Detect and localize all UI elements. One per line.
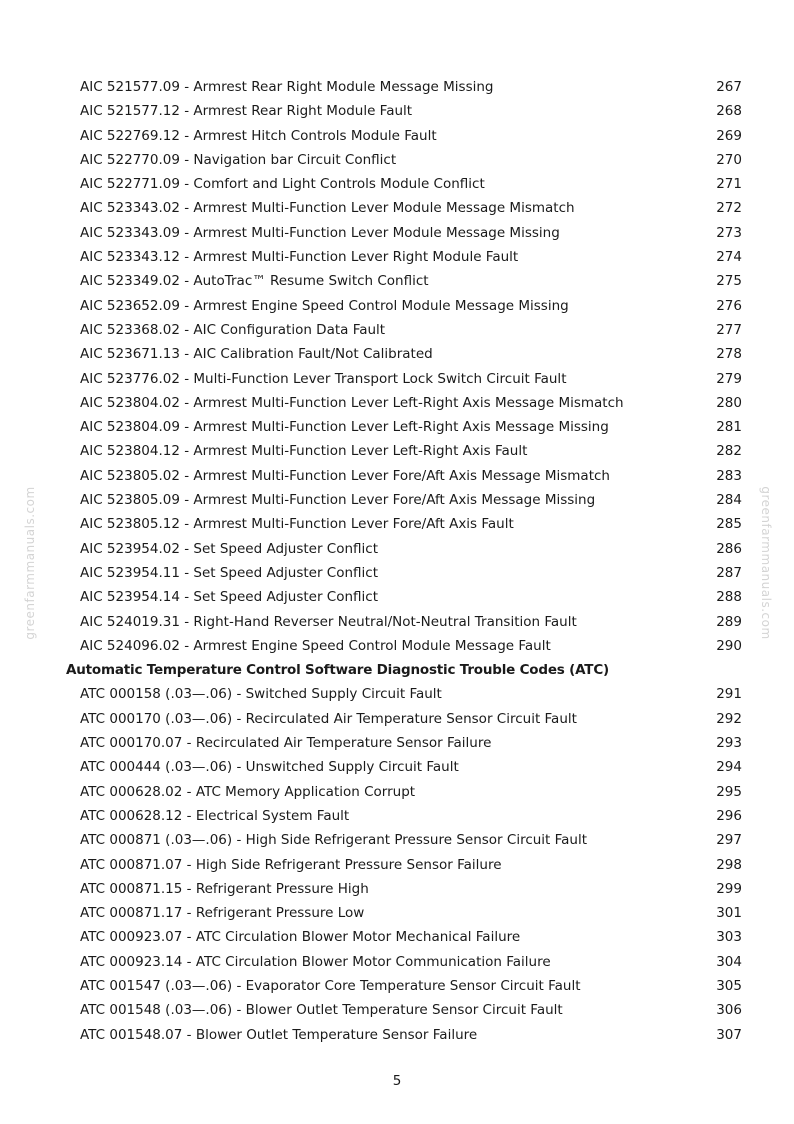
- toc-entry[interactable]: [66, 634, 746, 658]
- toc-entry-title: AIC 523343.02 - Armrest Multi-Function Lever Module Message Mismatch: [80, 200, 575, 217]
- toc-entry-page-number: 293: [716, 735, 742, 752]
- toc-entry[interactable]: [66, 439, 746, 463]
- toc-entry-page-number: 277: [716, 321, 742, 338]
- toc-entry-page-number: 296: [716, 807, 742, 824]
- toc-entry-page-number: 304: [716, 953, 742, 970]
- toc-entry-title: AIC 523805.12 - Armrest Multi-Function Lever Fore/Aft Axis Fault: [80, 516, 514, 533]
- toc-entry-page-number: 272: [716, 200, 742, 217]
- toc-entry-page-number: 288: [716, 589, 742, 606]
- toc-entry-title: AIC 524019.31 - Right-Hand Reverser Neutral/Not-Neutral Transition Fault: [80, 613, 577, 630]
- toc-entry-page-number: 273: [716, 224, 742, 241]
- toc-entry[interactable]: [66, 196, 746, 220]
- toc-entry[interactable]: [66, 512, 746, 536]
- toc-entry-title: ATC 000871.07 - High Side Refrigerant Pressure Sensor Failure: [80, 856, 502, 873]
- toc-entry-title: ATC 000628.02 - ATC Memory Application Corrupt: [80, 783, 416, 800]
- toc-entry-title: ATC 001547 (.03—.06) - Evaporator Core Temperature Sensor Circuit Fault: [80, 977, 581, 994]
- toc-entry-title: AIC 523804.02 - Armrest Multi-Function Lever Left-Right Axis Message Mismatch: [80, 394, 624, 411]
- toc-entry[interactable]: [66, 245, 746, 269]
- toc-entry[interactable]: [66, 318, 746, 342]
- toc-entry-title: AIC 523804.09 - Armrest Multi-Function Lever Left-Right Axis Message Missing: [80, 419, 609, 436]
- toc-entry-page-number: 281: [716, 419, 742, 436]
- toc-entry-title: ATC 000923.07 - ATC Circulation Blower Motor Mechanical Failure: [80, 929, 521, 946]
- toc-entry-page-number: 267: [716, 79, 742, 95]
- toc-entry-title: AIC 523805.02 - Armrest Multi-Function Lever Fore/Aft Axis Message Mismatch: [80, 467, 610, 484]
- toc-entry-title: ATC 001548.07 - Blower Outlet Temperature Sensor Failure: [80, 1026, 478, 1043]
- toc-entry-title: AIC 524096.02 - Armrest Engine Speed Control Module Message Fault: [80, 637, 551, 654]
- toc-entry-page-number: 295: [716, 783, 742, 800]
- toc-entry-page-number: 294: [716, 759, 742, 776]
- toc-entry-title: ATC 000170.07 - Recirculated Air Temperature Sensor Failure: [80, 735, 492, 752]
- toc-entry-page-number: 284: [716, 492, 742, 509]
- toc-entry[interactable]: [66, 294, 746, 318]
- toc-entry[interactable]: [66, 682, 746, 706]
- toc-entry[interactable]: [66, 367, 746, 391]
- toc-entry-title: AIC 523804.12 - Armrest Multi-Function Lever Left-Right Axis Fault: [80, 443, 528, 460]
- table-of-contents: [66, 75, 746, 1047]
- toc-entry-title: ATC 000170 (.03—.06) - Recirculated Air Temperature Sensor Circuit Fault: [80, 710, 577, 727]
- toc-entry-page-number: 270: [716, 151, 742, 168]
- toc-entry-page-number: 301: [716, 905, 742, 922]
- toc-entry-title: ATC 000871.17 - Refrigerant Pressure Low: [80, 905, 365, 922]
- toc-entry-title: AIC 523776.02 - Multi-Function Lever Transport Lock Switch Circuit Fault: [80, 370, 567, 387]
- toc-entry-title: AIC 523954.11 - Set Speed Adjuster Conflict: [80, 564, 379, 581]
- toc-entry[interactable]: [66, 731, 746, 755]
- watermark-left: greenfarmmanuals.com: [23, 486, 37, 640]
- toc-entry[interactable]: [66, 561, 746, 585]
- toc-entry[interactable]: [66, 537, 746, 561]
- toc-entry-page-number: 305: [716, 977, 742, 994]
- toc-entry[interactable]: [66, 391, 746, 415]
- toc-entry[interactable]: [66, 901, 746, 925]
- toc-entry-title: AIC 523954.14 - Set Speed Adjuster Conflict: [80, 589, 379, 606]
- toc-entry[interactable]: [66, 464, 746, 488]
- toc-entry-page-number: 306: [716, 1002, 742, 1019]
- toc-entry-title: AIC 521577.12 - Armrest Rear Right Module Fault: [80, 103, 413, 120]
- toc-entry-title: AIC 523368.02 - AIC Configuration Data Fault: [80, 321, 386, 338]
- toc-entry-page-number: 287: [716, 564, 742, 581]
- toc-entry-title: AIC 521577.09 - Armrest Rear Right Module Message Missing: [80, 79, 494, 95]
- toc-entry-page-number: 276: [716, 297, 742, 314]
- toc-entry-title: AIC 523349.02 - AutoTrac™ Resume Switch Conflict: [80, 273, 429, 290]
- toc-entry-page-number: 279: [716, 370, 742, 387]
- toc-entry[interactable]: [66, 75, 746, 99]
- toc-entry[interactable]: [66, 585, 746, 609]
- toc-entry-title: AIC 523652.09 - Armrest Engine Speed Control Module Message Missing: [80, 297, 569, 314]
- toc-entry-title: AIC 523954.02 - Set Speed Adjuster Conflict: [80, 540, 379, 557]
- toc-entry[interactable]: [66, 828, 746, 852]
- toc-entry[interactable]: [66, 172, 746, 196]
- toc-entry-title: AIC 523671.13 - AIC Calibration Fault/Not Calibrated: [80, 346, 433, 363]
- toc-entry[interactable]: [66, 950, 746, 974]
- toc-entry-title: AIC 523343.09 - Armrest Multi-Function Lever Module Message Missing: [80, 224, 560, 241]
- toc-entry-title: AIC 523805.09 - Armrest Multi-Function Lever Fore/Aft Axis Message Missing: [80, 492, 596, 509]
- toc-entry-page-number: 275: [716, 273, 742, 290]
- toc-entry-page-number: 290: [716, 637, 742, 654]
- page-number: 5: [392, 1073, 402, 1089]
- toc-entry-page-number: 280: [716, 394, 742, 411]
- toc-entry-title: ATC 000158 (.03—.06) - Switched Supply Circuit Fault: [80, 686, 442, 703]
- toc-entry[interactable]: [66, 780, 746, 804]
- toc-entry-page-number: 297: [716, 832, 742, 849]
- toc-entry[interactable]: [66, 342, 746, 366]
- toc-entry[interactable]: [66, 148, 746, 172]
- toc-entry[interactable]: [66, 877, 746, 901]
- toc-entry-title: AIC 523343.12 - Armrest Multi-Function Lever Right Module Fault: [80, 249, 519, 266]
- toc-entry-title: ATC 001548 (.03—.06) - Blower Outlet Temperature Sensor Circuit Fault: [80, 1002, 563, 1019]
- toc-entry-page-number: 282: [716, 443, 742, 460]
- toc-entry-page-number: 278: [716, 346, 742, 363]
- toc-entry-page-number: 303: [716, 929, 742, 946]
- toc-entry-page-number: 307: [716, 1026, 742, 1043]
- toc-entry-page-number: 299: [716, 880, 742, 897]
- toc-entry[interactable]: [66, 707, 746, 731]
- toc-entry-title: ATC 000628.12 - Electrical System Fault: [80, 807, 350, 824]
- toc-entry-title: ATC 000871.15 - Refrigerant Pressure High: [80, 880, 369, 897]
- toc-entry[interactable]: [66, 804, 746, 828]
- toc-entry-page-number: 291: [716, 686, 742, 703]
- toc-section-heading[interactable]: [66, 658, 746, 682]
- toc-entry[interactable]: [66, 124, 746, 148]
- toc-entry-page-number: 269: [716, 127, 742, 144]
- toc-entry[interactable]: [66, 974, 746, 998]
- toc-entry-page-number: 285: [716, 516, 742, 533]
- toc-entry[interactable]: [66, 610, 746, 634]
- toc-entry-page-number: 298: [716, 856, 742, 873]
- toc-entry[interactable]: [66, 415, 746, 439]
- toc-entry-page-number: 289: [716, 613, 742, 630]
- toc-entry[interactable]: [66, 1023, 746, 1047]
- toc-entry-title: AIC 522771.09 - Comfort and Light Controls Module Conflict: [80, 176, 485, 193]
- toc-entry-title: ATC 000923.14 - ATC Circulation Blower Motor Communication Failure: [80, 953, 551, 970]
- toc-entry-page-number: 271: [716, 176, 742, 193]
- toc-entry-title: AIC 522770.09 - Navigation bar Circuit Conflict: [80, 151, 397, 168]
- toc-entry-page-number: 268: [716, 103, 742, 120]
- toc-entry[interactable]: [66, 925, 746, 949]
- toc-entry[interactable]: [66, 755, 746, 779]
- toc-entry-page-number: 292: [716, 710, 742, 727]
- toc-entry-page-number: 274: [716, 249, 742, 266]
- toc-entry-title: ATC 000871 (.03—.06) - High Side Refrigerant Pressure Sensor Circuit Fault: [80, 832, 588, 849]
- toc-entry-title: ATC 000444 (.03—.06) - Unswitched Supply Circuit Fault: [80, 759, 459, 776]
- toc-entry-title: AIC 522769.12 - Armrest Hitch Controls Module Fault: [80, 127, 437, 144]
- section-heading-text: Automatic Temperature Control Software Diagnostic Trouble Codes (ATC): [66, 662, 609, 679]
- toc-entry[interactable]: [66, 998, 746, 1022]
- toc-entry[interactable]: [66, 99, 746, 123]
- toc-entry[interactable]: [66, 221, 746, 245]
- toc-entry-page-number: 286: [716, 540, 742, 557]
- toc-entry[interactable]: [66, 488, 746, 512]
- toc-entry-page-number: 283: [716, 467, 742, 484]
- toc-entry[interactable]: [66, 853, 746, 877]
- watermark-right: greenfarmmanuals.com: [759, 486, 773, 640]
- toc-entry[interactable]: [66, 269, 746, 293]
